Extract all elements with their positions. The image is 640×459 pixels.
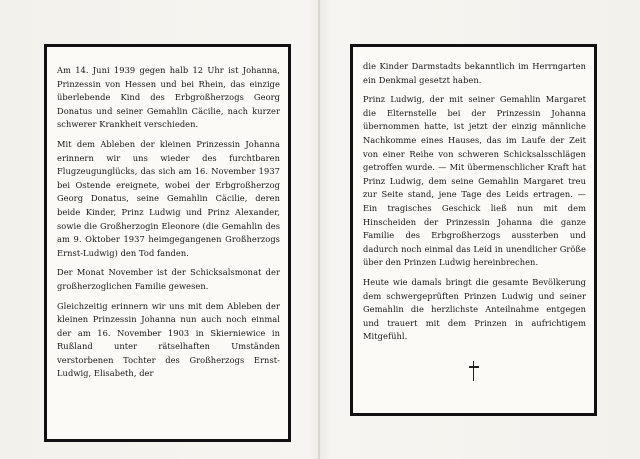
left-page-text (57, 64, 280, 387)
paragraph: Mit dem Ableben der kleinen Prinzessin Johanna erinnern wir uns wieder des furchtbaren Flugzeugunglücks, das sich am 16. November 1937 bei Ostende ereignete, wobei der Erbgroßherzog Georg Donatus, seine Gemahlin Cäcilie, deren beide Kinder, Prinz Ludwig und Prinz Alexander, sowie die Großherzogin Eleonore (die Gemahlin des am 9. Oktober 1937 heimgegangenen Großherzogs Ernst-Ludwig) den Tod fanden. (57, 138, 280, 258)
paragraph: die Kinder Darmstadts bekanntlich im Herrngarten ein Denkmal gesetzt haben. (363, 61, 586, 85)
paragraph: Heute wie damals bringt die gesamte Bevölkerung dem schwergeprüften Prinzen Ludwig und seiner Gemahlin die herzlichste Anteilnahme entgegen und trauert mit dem Prinzen in aufrichtigem Mitgefühl. (363, 276, 586, 342)
paragraph: Gleichzeitig erinnern wir uns mit dem Ableben der kleinen Prinzessin Johanna nun auch noch einmal der am 16. November 1903 in Skierniewice in Rußland unter rätselhaften Umständen verstorbenen Tochter des Großherzogs Ernst-Ludwig, Elisabeth, der (57, 300, 280, 379)
right-page-text (363, 60, 586, 350)
paragraph: Prinz Ludwig, der mit seiner Gemahlin Margaret die Elternstelle bei der Prinzessin Johanna übernommen hatte, ist jetzt der einzig männliche Nachkomme eines Hauses, das im Laufe der Zeit von einer Reihe von schweren Schicksalsschlägen getroffen wurde. — Mit übermenschlicher Kraft hat Prinz Ludwig, dem seine Gemahlin Margaret treu zur Seite stand, jene Tage des Leids ertragen. — Ein tragisches Geschick ließ nun mit dem Hinscheiden der Prinzessin Johanna die ganze Familie des Erbgroßherzogs aussterben und dadurch noch einmal das Leid in unendlicher Größe über den Prinzen Ludwig hereinbrechen. (363, 94, 586, 268)
right-page-frame (350, 44, 597, 416)
paragraph: Am 14. Juni 1939 gegen halb 12 Uhr ist Johanna, Prinzessin von Hessen und bei Rhein, das einzige überlebende Kind des Erbgroßherzogs Georg Donatus und seiner Gemahlin Cäcilie, nach kurzer schwerer Krankheit verschieden. (57, 65, 280, 130)
page-fold (318, 0, 320, 459)
left-page-frame (44, 44, 291, 442)
paragraph: Der Monat November ist der Schicksalsmonat der großherzoglichen Familie gewesen. (57, 267, 280, 291)
cross-icon (467, 361, 481, 381)
